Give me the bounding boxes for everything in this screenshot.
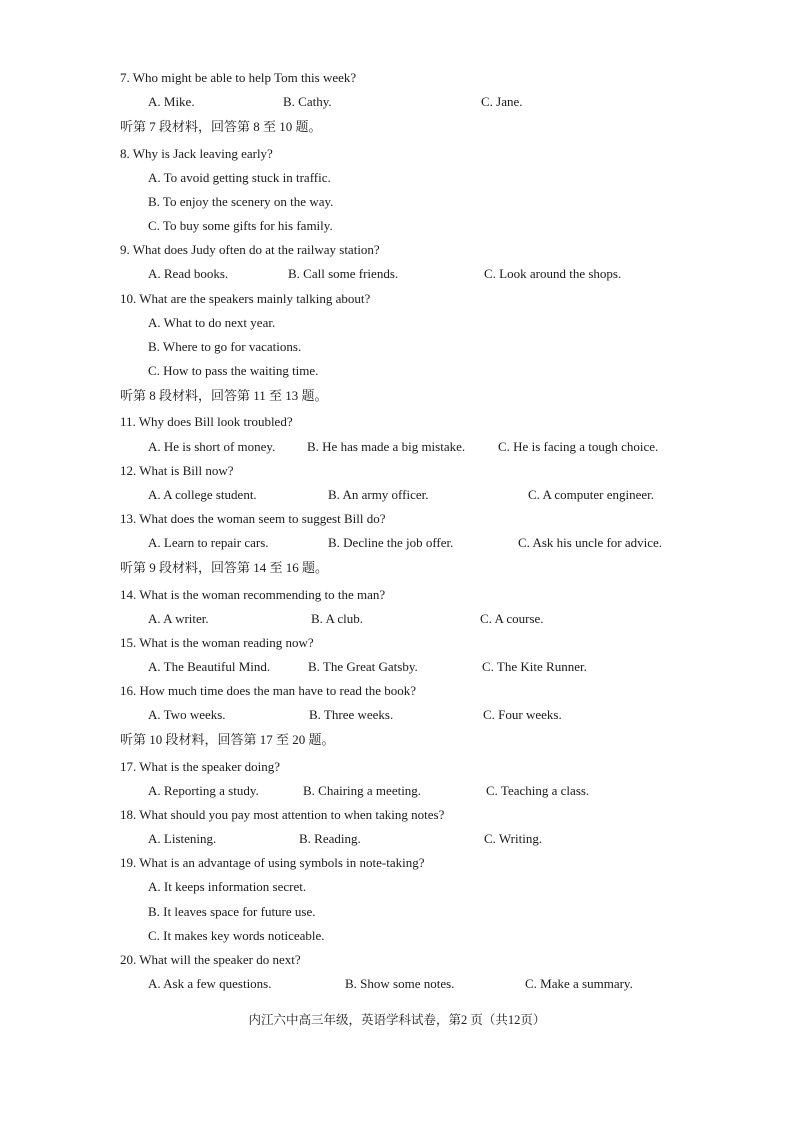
option-20c: C. Make a summary. — [525, 976, 633, 991]
option-12c: C. A computer engineer. — [528, 487, 655, 502]
option-12b: B. An army officer. — [328, 487, 429, 502]
option-18a: A. Listening. — [148, 831, 217, 846]
section-heading-7: 听第 7 段材料，回答第 8 至 10 题。 — [120, 119, 322, 134]
option-8c: C. To buy some gifts for his family. — [148, 218, 333, 233]
option-16a: A. Two weeks. — [148, 707, 226, 722]
option-9b: B. Call some friends. — [288, 266, 399, 281]
question-12: 12. What is Bill now? — [120, 463, 234, 478]
option-14b: B. A club. — [311, 611, 364, 626]
page-footer: 内江六中高三年级，英语学科试卷，第2 页（共12页） — [248, 1013, 546, 1027]
option-14a: A. A writer. — [148, 611, 209, 626]
section-heading-9: 听第 9 段材料，回答第 14 至 16 题。 — [120, 560, 329, 575]
option-10a: A. What to do next year. — [148, 315, 276, 330]
option-12a: A. A college student. — [148, 487, 257, 502]
option-11c: C. He is facing a tough choice. — [498, 439, 659, 454]
option-19b: B. It leaves space for future use. — [148, 904, 316, 919]
option-13c: C. Ask his uncle for advice. — [518, 535, 663, 550]
option-11b: B. He has made a big mistake. — [307, 439, 466, 454]
question-7: 7. Who might be able to help Tom this week? — [120, 70, 357, 85]
option-15c: C. The Kite Runner. — [482, 659, 587, 674]
option-10b: B. Where to go for vacations. — [148, 339, 302, 354]
option-20a: A. Ask a few questions. — [148, 976, 272, 991]
question-10: 10. What are the speakers mainly talking about? — [120, 291, 371, 306]
option-14c: C. A course. — [480, 611, 544, 626]
option-10c: C. How to pass the waiting time. — [148, 363, 319, 378]
option-18b: B. Reading. — [299, 831, 361, 846]
option-8b: B. To enjoy the scenery on the way. — [148, 194, 334, 209]
question-18: 18. What should you pay most attention to when taking notes? — [120, 807, 445, 822]
option-9a: A. Read books. — [148, 266, 229, 281]
section-heading-10: 听第 10 段材料，回答第 17 至 20 题。 — [120, 732, 335, 747]
option-16c: C. Four weeks. — [483, 707, 562, 722]
option-13b: B. Decline the job offer. — [328, 535, 454, 550]
question-17: 17. What is the speaker doing? — [120, 759, 281, 774]
option-13a: A. Learn to repair cars. — [148, 535, 269, 550]
option-19c: C. It makes key words noticeable. — [148, 928, 325, 943]
question-11: 11. Why does Bill look troubled? — [120, 414, 293, 429]
option-18c: C. Writing. — [484, 831, 543, 846]
option-19a: A. It keeps information secret. — [148, 879, 307, 894]
question-8: 8. Why is Jack leaving early? — [120, 146, 273, 161]
question-19: 19. What is an advantage of using symbols in note-taking? — [120, 855, 425, 870]
option-15a: A. The Beautiful Mind. — [148, 659, 271, 674]
option-7a: A. Mike. — [148, 94, 195, 109]
question-15: 15. What is the woman reading now? — [120, 635, 314, 650]
option-17b: B. Chairing a meeting. — [303, 783, 422, 798]
option-20b: B. Show some notes. — [345, 976, 455, 991]
option-11a: A. He is short of money. — [148, 439, 276, 454]
option-9c: C. Look around the shops. — [484, 266, 622, 281]
section-heading-8: 听第 8 段材料，回答第 11 至 13 题。 — [120, 388, 328, 403]
question-13: 13. What does the woman seem to suggest Bill do? — [120, 511, 386, 526]
option-17a: A. Reporting a study. — [148, 783, 259, 798]
question-16: 16. How much time does the man have to read the book? — [120, 683, 417, 698]
question-14: 14. What is the woman recommending to the man? — [120, 587, 386, 602]
option-15b: B. The Great Gatsby. — [308, 659, 418, 674]
question-9: 9. What does Judy often do at the railway station? — [120, 242, 380, 257]
option-7c: C. Jane. — [481, 94, 523, 109]
question-20: 20. What will the speaker do next? — [120, 952, 301, 967]
option-7b: B. Cathy. — [283, 94, 332, 109]
option-16b: B. Three weeks. — [309, 707, 394, 722]
option-8a: A. To avoid getting stuck in traffic. — [148, 170, 331, 185]
option-17c: C. Teaching a class. — [486, 783, 590, 798]
